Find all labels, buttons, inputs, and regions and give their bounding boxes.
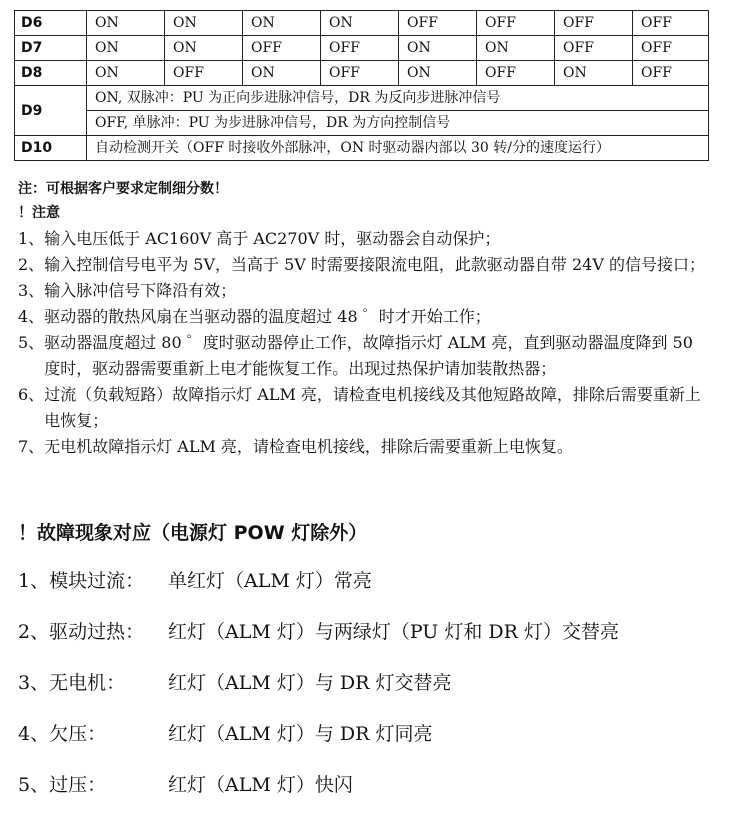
list-item — [18, 252, 710, 278]
fault-name: 4、欠压： — [18, 723, 107, 745]
table-row-d6 — [15, 11, 709, 36]
d10-auto-test-text: 自动检测开关（OFF 时接收外部脉冲，ON 时驱动器内部以 30 转/分的速度运行） — [87, 136, 709, 161]
d9-double-pulse-text: ON, 双脉冲：PU 为正向步进脉冲信号，DR 为反向步进脉冲信号 — [87, 86, 709, 111]
fault-item — [18, 566, 619, 617]
item-number: 3、 — [18, 281, 45, 300]
table-row-d9b — [15, 111, 709, 136]
row-label: D10 — [15, 136, 87, 161]
table-cell: OFF — [555, 11, 633, 36]
table-cell: OFF — [633, 11, 709, 36]
row-label: D6 — [15, 11, 87, 36]
item-text: 输入控制信号电平为 5V，当高于 5V 时需要接限流电阻，此款驱动器自带 24V 的信号接口； — [44, 255, 706, 274]
table-cell: OFF — [633, 61, 709, 86]
fault-item — [18, 668, 619, 719]
table-cell: ON — [87, 36, 165, 61]
custom-subdivision-note: 注：可根据客户要求定制细分数！ — [18, 181, 228, 197]
fault-indicator: 单红灯（ALM 灯）常亮 — [168, 570, 372, 592]
caution-heading: ！注意 — [18, 205, 60, 221]
table-cell: ON — [165, 36, 243, 61]
list-item — [18, 434, 710, 460]
item-number: 5、 — [18, 333, 45, 352]
table-cell: OFF — [477, 11, 555, 36]
item-text: 输入电压低于 AC160V 高于 AC270V 时，驱动器会自动保护； — [44, 229, 501, 248]
list-item — [18, 304, 710, 330]
list-item — [18, 226, 710, 252]
fault-name: 2、驱动过热： — [18, 621, 145, 643]
list-item — [18, 330, 710, 382]
item-text: 无电机故障指示灯 ALM 亮，请检查电机接线，排除后需要重新上电恢复。 — [44, 437, 573, 456]
table-cell: ON — [399, 36, 477, 61]
table-cell: OFF — [321, 61, 399, 86]
table-row-d7 — [15, 36, 709, 61]
fault-name: 1、模块过流： — [18, 570, 145, 592]
table-row-d8 — [15, 61, 709, 86]
item-number: 1、 — [18, 229, 45, 248]
table-cell: OFF — [477, 61, 555, 86]
table-cell: OFF — [399, 11, 477, 36]
fault-name: 3、无电机： — [18, 672, 126, 694]
item-number: 2、 — [18, 255, 45, 274]
fault-name: 5、过压： — [18, 774, 107, 796]
row-label: D8 — [15, 61, 87, 86]
row-label: D7 — [15, 36, 87, 61]
table-cell: ON — [243, 61, 321, 86]
item-text: 过流（负载短路）故障指示灯 ALM 亮，请检查电机接线及其他短路故障，排除后需要重新上电恢复； — [44, 385, 701, 430]
table-cell: ON — [321, 11, 399, 36]
fault-indicator: 红灯（ALM 灯）快闪 — [168, 774, 353, 796]
table-cell: OFF — [243, 36, 321, 61]
caution-list — [18, 226, 710, 460]
d9-single-pulse-text: OFF, 单脉冲：PU 为步进脉冲信号，DR 为方向控制信号 — [87, 111, 709, 136]
table-cell: ON — [243, 11, 321, 36]
table-cell: ON — [555, 61, 633, 86]
dip-switch-table — [14, 10, 709, 161]
fault-list — [18, 566, 619, 821]
fault-indicator: 红灯（ALM 灯）与 DR 灯同亮 — [168, 723, 433, 745]
item-text: 驱动器温度超过 80 ゜度时驱动器停止工作，故障指示灯 ALM 亮，直到驱动器温度降到 50 度时，驱动器需要重新上电才能恢复工作。出现过热保护请加装散热器； — [44, 333, 693, 378]
table-cell: ON — [165, 11, 243, 36]
list-item — [18, 278, 710, 304]
table-cell: ON — [87, 61, 165, 86]
table-cell: OFF — [321, 36, 399, 61]
item-number: 4、 — [18, 307, 45, 326]
fault-indicator: 红灯（ALM 灯）与两绿灯（PU 灯和 DR 灯）交替亮 — [168, 621, 619, 643]
table-cell: OFF — [633, 36, 709, 61]
list-item — [18, 382, 710, 434]
fault-item — [18, 770, 619, 821]
fault-item — [18, 719, 619, 770]
table-cell: ON — [87, 11, 165, 36]
fault-heading: ！故障现象对应（电源灯 POW 灯除外） — [18, 522, 368, 544]
item-text: 驱动器的散热风扇在当驱动器的温度超过 48 ゜时才开始工作； — [44, 307, 491, 326]
item-number: 6、 — [18, 385, 45, 404]
table-cell: ON — [399, 61, 477, 86]
table-row-d10 — [15, 136, 709, 161]
item-number: 7、 — [18, 437, 45, 456]
table-row-d9 — [15, 86, 709, 111]
table-cell: OFF — [555, 36, 633, 61]
table-cell: OFF — [165, 61, 243, 86]
fault-item — [18, 617, 619, 668]
table-cell: ON — [477, 36, 555, 61]
row-label: D9 — [15, 86, 87, 136]
item-text: 输入脉冲信号下降沿有效； — [44, 281, 237, 300]
fault-indicator: 红灯（ALM 灯）与 DR 灯交替亮 — [168, 672, 452, 694]
